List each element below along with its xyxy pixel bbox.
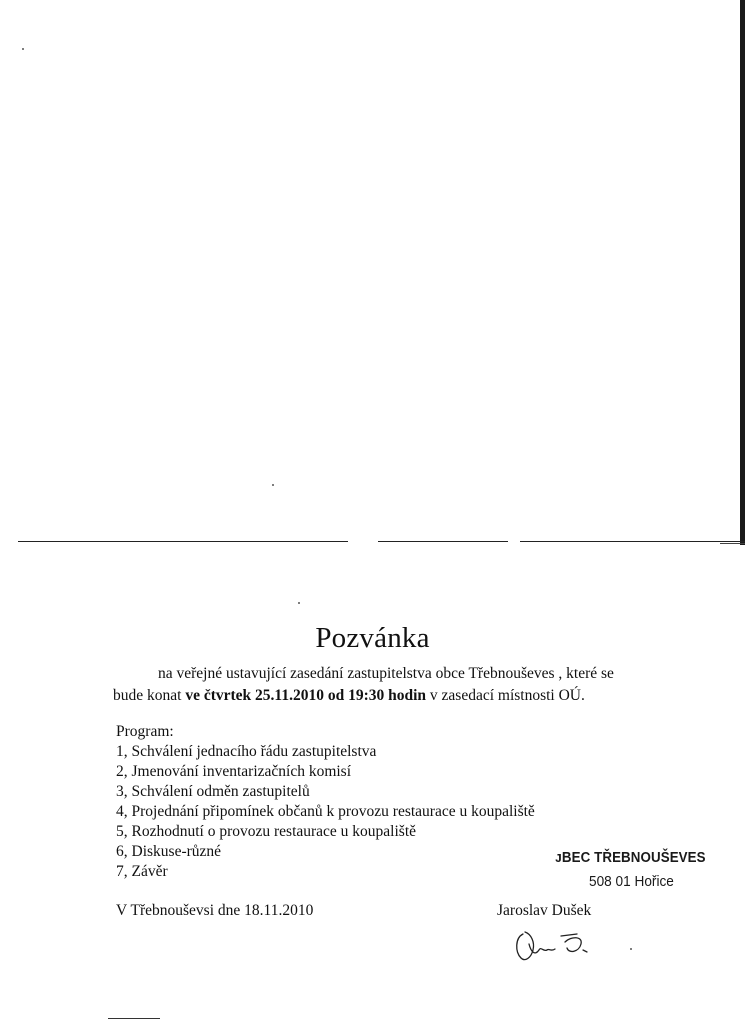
invitation-line-2 — [113, 685, 673, 707]
program-item: 2, Jmenování inventarizačních komisí — [116, 763, 352, 780]
scan-speck — [298, 602, 300, 604]
fold-line — [720, 543, 745, 544]
invitation-line-1: na veřejné ustavující zasedání zastupitelstva obce Třebnouševes , které se — [158, 665, 614, 682]
fold-line — [520, 541, 745, 542]
fold-line — [378, 541, 508, 542]
meeting-time: od 19:30 hodin — [327, 687, 427, 704]
invitation-text — [113, 663, 673, 707]
program-item: 4, Projednání připomínek občanů k provozu restaurace u koupaliště — [116, 803, 535, 820]
scan-speck — [272, 484, 274, 486]
meeting-day: ve čtvrtek — [185, 687, 252, 704]
program-item: 6, Diskuse-různé — [116, 843, 222, 860]
stamp-municipality-name: ᴊBEC TŘEBNOUŠEVES — [555, 850, 706, 866]
scan-speck — [22, 48, 24, 50]
handwritten-signature — [505, 922, 625, 966]
place-and-date: V Třebnouševsi dne 18.11.2010 — [116, 902, 314, 919]
scan-mark — [108, 1018, 160, 1019]
fold-line — [18, 541, 348, 542]
meeting-place: v zasedací místnosti OÚ. — [426, 687, 585, 704]
scan-edge-shadow — [740, 0, 745, 545]
program-item: 7, Závěr — [116, 863, 168, 880]
stamp-postal-city: 508 01 Hořice — [589, 874, 674, 890]
program-item: 1, Schválení jednacího řádu zastupitelstva — [116, 743, 377, 760]
meeting-date: 25.11.2010 — [255, 687, 324, 704]
program-heading: Program: — [116, 723, 174, 740]
program-item: 3, Schválení odměn zastupitelů — [116, 783, 310, 800]
signer-name: Jaroslav Dušek — [497, 902, 592, 919]
program-item: 5, Rozhodnutí o provozu restaurace u koupaliště — [116, 823, 417, 840]
municipality-stamp — [555, 850, 735, 890]
scan-speck — [630, 948, 632, 950]
invitation-line-2-prefix: bude konat — [113, 687, 186, 704]
document-title: Pozvánka — [315, 622, 430, 654]
